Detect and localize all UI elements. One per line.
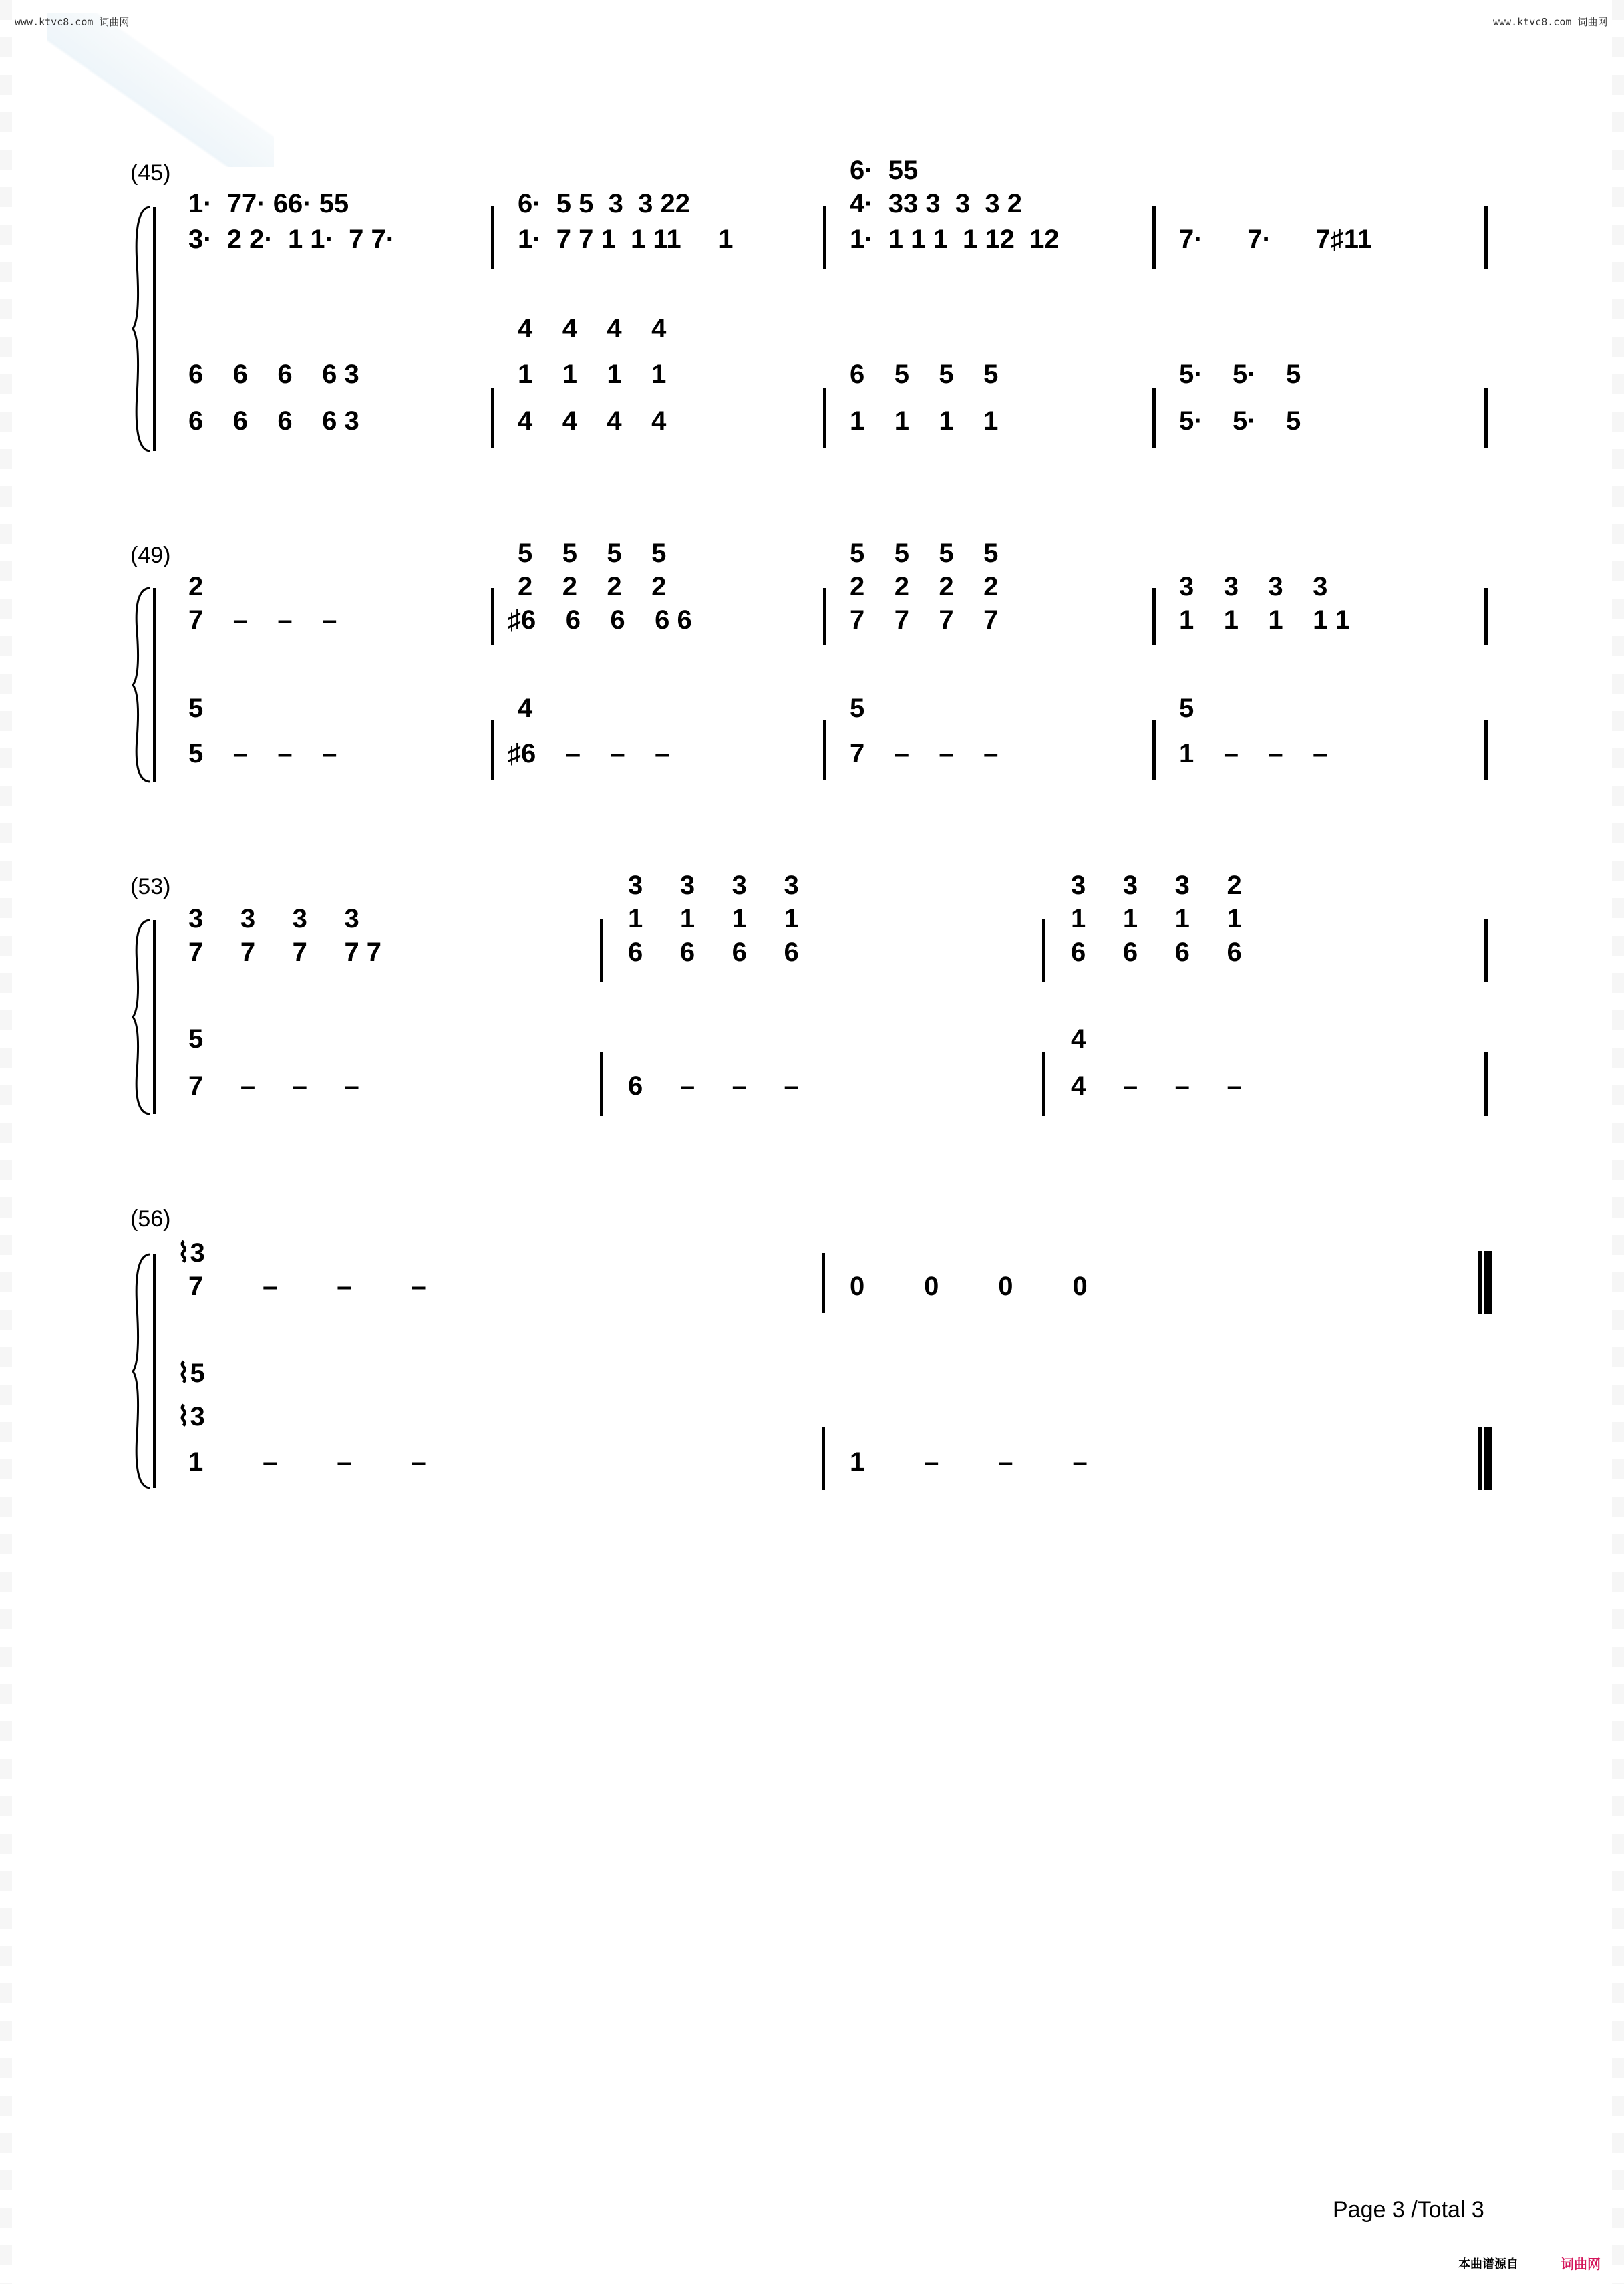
note: 5 <box>188 1024 204 1054</box>
page-indicator: Page 3 /Total 3 <box>1333 2197 1484 2223</box>
note: 1 1 1 1 <box>850 406 999 436</box>
note: 5 <box>188 694 204 723</box>
note: 5 5 5 5 <box>518 539 667 568</box>
measure-number-53: (53) <box>130 874 171 899</box>
note: 7 – – – <box>188 605 337 635</box>
note: 2 2 2 2 <box>518 572 667 601</box>
note: 6· 5 5 3 3 22 <box>518 189 690 219</box>
watermark <box>47 13 274 167</box>
note: 1 1 1 1 <box>628 904 799 934</box>
note: 5 5 5 5 <box>850 539 999 568</box>
note: 3 3 3 3 <box>628 871 799 900</box>
note: 5 <box>850 694 865 723</box>
note: 6 6 6 6 3 <box>188 360 359 389</box>
note: 4 – – – <box>1071 1071 1242 1101</box>
note: 3· 2 2· 1 1· 7 7· <box>188 225 395 254</box>
measure-number-56: (56) <box>130 1206 171 1232</box>
right-edge-strip <box>1612 0 1624 2284</box>
system-brace <box>130 1251 157 1491</box>
note: 5· 5· 5 <box>1179 406 1301 436</box>
note: 7 7 7 7 7 <box>188 938 382 967</box>
note: 5 <box>1179 694 1194 723</box>
note: 4 4 4 4 <box>518 314 667 343</box>
note: 7 7 7 7 <box>850 605 999 635</box>
note: 4 4 4 4 <box>518 406 667 436</box>
note: ♯6 – – – <box>508 739 670 768</box>
note: 1· 77· 66· 55 <box>188 189 349 219</box>
system-brace <box>130 585 157 785</box>
note: 6 – – – <box>628 1071 799 1101</box>
note: 5 – – – <box>188 739 337 768</box>
note: 0 0 0 0 <box>850 1272 1088 1301</box>
measure-number-49: (49) <box>130 543 171 568</box>
note: 7 – – – <box>850 739 999 768</box>
note: ♯6 6 6 6 6 <box>508 605 692 635</box>
note: 4 <box>518 694 533 723</box>
note: 1· 1 1 1 1 12 12 <box>850 225 1060 254</box>
note: 1 – – – <box>188 1447 426 1477</box>
note: 6 6 6 6 <box>628 938 799 967</box>
measure-number-45: (45) <box>130 160 171 186</box>
note: 6 6 6 6 3 <box>188 406 359 436</box>
system-brace <box>130 204 157 454</box>
note: 1 – – – <box>1179 739 1328 768</box>
note: 7 – – – <box>188 1071 359 1101</box>
note: 1 1 1 1 <box>1071 904 1242 934</box>
note: 1 1 1 1 1 <box>1179 605 1350 635</box>
note: 2 <box>188 572 204 601</box>
note: 7· 7· 7♯11 <box>1179 225 1373 254</box>
note: 5· 5· 5 <box>1179 360 1301 389</box>
note: 3 3 3 2 <box>1071 871 1242 900</box>
header-left: www.ktvc8.com 词曲网 <box>15 16 130 28</box>
note: 1 1 1 1 <box>518 360 667 389</box>
note: ⌇5 <box>177 1359 205 1388</box>
note: 6 6 6 6 <box>1071 938 1242 967</box>
note: ⌇3 <box>177 1238 205 1268</box>
header-right: www.ktvc8.com 词曲网 <box>1493 16 1608 28</box>
note: ⌇3 <box>177 1402 205 1431</box>
system-brace <box>130 917 157 1117</box>
note: 1· 7 7 1 1 11 1 <box>518 225 734 254</box>
note: 2 2 2 2 <box>850 572 999 601</box>
note: 4 <box>1071 1024 1086 1054</box>
note: 7 – – – <box>188 1272 426 1301</box>
footer-source: 本曲谱源自 <box>1458 2257 1518 2271</box>
left-edge-strip <box>0 0 12 2284</box>
note: 6· 55 <box>850 156 919 185</box>
note: 3 3 3 3 <box>1179 572 1328 601</box>
note: 6 5 5 5 <box>850 360 999 389</box>
footer-logo: 词曲网 <box>1561 2257 1601 2272</box>
note: 4· 33 3 3 3 2 <box>850 189 1022 219</box>
note: 1 – – – <box>850 1447 1088 1477</box>
note: 3 3 3 3 <box>188 904 359 934</box>
